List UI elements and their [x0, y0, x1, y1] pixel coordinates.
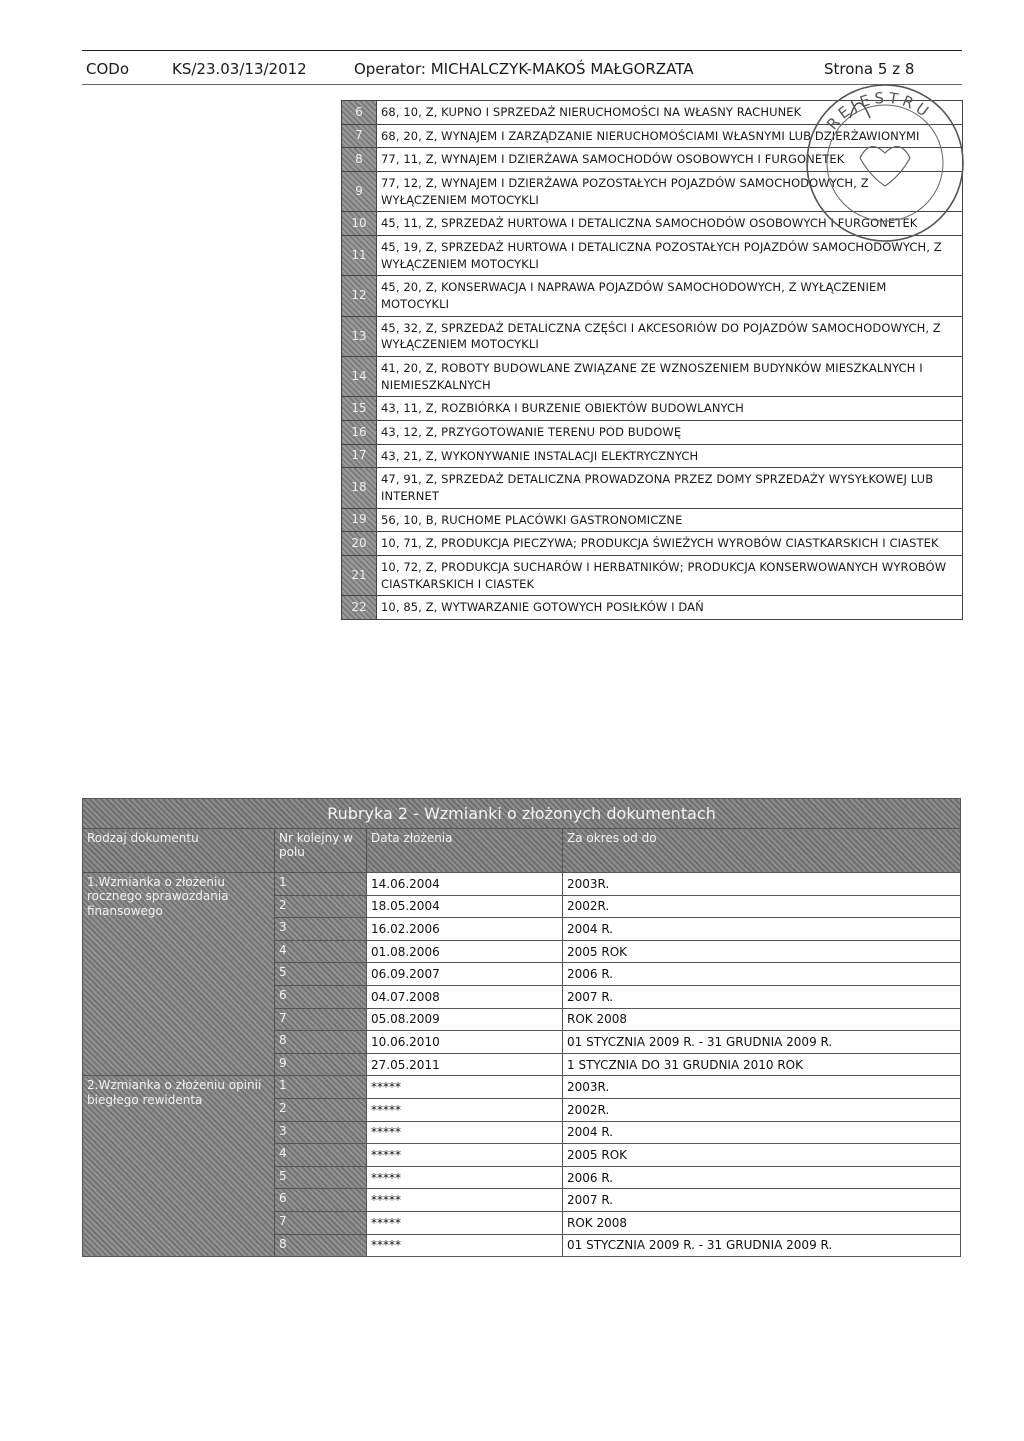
document-number: 7 [275, 1211, 367, 1234]
pkd-row-text: 10, 85, Z, WYTWARZANIE GOTOWYCH POSIŁKÓW I DAŃ [377, 596, 963, 620]
pkd-row-text: 56, 10, B, RUCHOME PLACÓWKI GASTRONOMICZNE [377, 508, 963, 532]
document-number: 6 [275, 985, 367, 1008]
col-header-type: Rodzaj dokumentu [83, 829, 275, 873]
pkd-row-number: 21 [342, 556, 377, 596]
document-period: 2005 ROK [563, 1144, 961, 1167]
document-date: 10.06.2010 [367, 1031, 563, 1054]
document-period: 01 STYCZNIA 2009 R. - 31 GRUDNIA 2009 R. [563, 1234, 961, 1257]
document-number: 4 [275, 1144, 367, 1167]
rubryka-title: Rubryka 2 - Wzmianki o złożonych dokumentach [83, 799, 961, 829]
page-header [86, 60, 962, 86]
pkd-row-text: 45, 20, Z, KONSERWACJA I NAPRAWA POJAZDÓW SAMOCHODOWYCH, Z WYŁĄCZENIEM MOTOCYKLI [377, 276, 963, 316]
pkd-row-text: 77, 11, Z, WYNAJEM I DZIERŻAWA SAMOCHODÓW OSOBOWYCH I FURGONETEK [377, 148, 963, 172]
pkd-row-number: 17 [342, 444, 377, 468]
document-date: 05.08.2009 [367, 1008, 563, 1031]
document-date: 18.05.2004 [367, 895, 563, 918]
document-type: 1.Wzmianka o złożeniu rocznego sprawozdania finansowego [83, 873, 275, 1076]
document-period: 2003R. [563, 1076, 961, 1099]
pkd-row-text: 45, 11, Z, SPRZEDAŻ HURTOWA I DETALICZNA SAMOCHODÓW OSOBOWYCH I FURGONETEK [377, 212, 963, 236]
document-number: 2 [275, 1098, 367, 1121]
pkd-row-number: 14 [342, 357, 377, 397]
document-period: 2006 R. [563, 1166, 961, 1189]
col-header-period: Za okres od do [563, 829, 961, 873]
rubryka-2-table [82, 798, 961, 1257]
pkd-row-text: 45, 32, Z, SPRZEDAŻ DETALICZNA CZĘŚCI I AKCESORIÓW DO POJAZDÓW SAMOCHODOWYCH, Z WYŁĄCZENIEM MOTOCYKLI [377, 316, 963, 356]
pkd-row-text: 41, 20, Z, ROBOTY BUDOWLANE ZWIĄZANE ZE WZNOSZENIEM BUDYNKÓW MIESZKALNYCH I NIEMIESZKALNYCH [377, 357, 963, 397]
pkd-row [342, 172, 963, 212]
document-number: 4 [275, 940, 367, 963]
pkd-row-text: 43, 21, Z, WYKONYWANIE INSTALACJI ELEKTRYCZNYCH [377, 444, 963, 468]
document-date: ***** [367, 1166, 563, 1189]
pkd-row [342, 276, 963, 316]
document-type: 2.Wzmianka o złożeniu opinii biegłego rewidenta [83, 1076, 275, 1257]
pkd-row-text: 10, 72, Z, PRODUKCJA SUCHARÓW I HERBATNIKÓW; PRODUKCJA KONSERWOWANYCH WYROBÓW CIASTKARSKICH I CIASTEK [377, 556, 963, 596]
pkd-row [342, 397, 963, 421]
document-date: ***** [367, 1211, 563, 1234]
top-rule [82, 50, 962, 51]
pkd-row-text: 77, 12, Z, WYNAJEM I DZIERŻAWA POZOSTAŁYCH POJAZDÓW SAMOCHODOWYCH, Z WYŁĄCZENIEM MOTOCYKLI [377, 172, 963, 212]
pkd-row-number: 16 [342, 421, 377, 445]
pkd-row [342, 596, 963, 620]
document-date: ***** [367, 1234, 563, 1257]
col-header-date: Data złożenia [367, 829, 563, 873]
pkd-row-text: 10, 71, Z, PRODUKCJA PIECZYWA; PRODUKCJA ŚWIEŻYCH WYROBÓW CIASTKARSKICH I CIASTEK [377, 532, 963, 556]
document-period: 1 STYCZNIA DO 31 GRUDNIA 2010 ROK [563, 1053, 961, 1076]
pkd-row-number: 9 [342, 172, 377, 212]
document-date: 06.09.2007 [367, 963, 563, 986]
document-number: 9 [275, 1053, 367, 1076]
document-row [83, 1076, 961, 1099]
document-date: ***** [367, 1189, 563, 1212]
pkd-row [342, 212, 963, 236]
pkd-row [342, 421, 963, 445]
document-date: 14.06.2004 [367, 873, 563, 896]
pkd-row [342, 148, 963, 172]
document-number: 5 [275, 1166, 367, 1189]
pkd-row-number: 10 [342, 212, 377, 236]
col-header-number: Nr kolejny w polu [275, 829, 367, 873]
document-date: ***** [367, 1076, 563, 1099]
pkd-row-number: 8 [342, 148, 377, 172]
header-operator: Operator: MICHALCZYK-MAKOŚ MAŁGORZATA [354, 60, 694, 78]
pkd-row-text: 43, 11, Z, ROZBIÓRKA I BURZENIE OBIEKTÓW BUDOWLANYCH [377, 397, 963, 421]
document-number: 2 [275, 895, 367, 918]
document-period: 2004 R. [563, 918, 961, 941]
pkd-row-text: 68, 20, Z, WYNAJEM I ZARZĄDZANIE NIERUCHOMOŚCIAMI WŁASNYMI LUB DZIERŻAWIONYMI [377, 124, 963, 148]
pkd-row-number: 6 [342, 101, 377, 125]
pkd-row-number: 22 [342, 596, 377, 620]
document-period: 2006 R. [563, 963, 961, 986]
document-row [83, 873, 961, 896]
pkd-row [342, 101, 963, 125]
document-period: 2005 ROK [563, 940, 961, 963]
pkd-row [342, 357, 963, 397]
document-date: 01.08.2006 [367, 940, 563, 963]
pkd-row [342, 124, 963, 148]
pkd-row-text: 47, 91, Z, SPRZEDAŻ DETALICZNA PROWADZONA PRZEZ DOMY SPRZEDAŻY WYSYŁKOWEJ LUB INTERNET [377, 468, 963, 508]
pkd-row [342, 532, 963, 556]
document-period: ROK 2008 [563, 1211, 961, 1234]
document-date: 04.07.2008 [367, 985, 563, 1008]
document-period: 2002R. [563, 1098, 961, 1121]
header-page-number: Strona 5 z 8 [824, 60, 915, 78]
pkd-row [342, 468, 963, 508]
header-rule [82, 84, 962, 85]
pkd-row-number: 11 [342, 236, 377, 276]
document-period: ROK 2008 [563, 1008, 961, 1031]
document-date: ***** [367, 1121, 563, 1144]
pkd-row-number: 7 [342, 124, 377, 148]
document-period: 2002R. [563, 895, 961, 918]
document-period: 01 STYCZNIA 2009 R. - 31 GRUDNIA 2009 R. [563, 1031, 961, 1054]
document-period: 2003R. [563, 873, 961, 896]
pkd-row [342, 236, 963, 276]
pkd-row [342, 508, 963, 532]
pkd-row-text: 45, 19, Z, SPRZEDAŻ HURTOWA I DETALICZNA POZOSTAŁYCH POJAZDÓW SAMOCHODOWYCH, Z WYŁĄCZENIEM MOTOCYKLI [377, 236, 963, 276]
document-number: 1 [275, 873, 367, 896]
header-case-number: KS/23.03/13/2012 [172, 60, 307, 78]
document-number: 7 [275, 1008, 367, 1031]
document-period: 2007 R. [563, 985, 961, 1008]
document-date: 16.02.2006 [367, 918, 563, 941]
pkd-row [342, 316, 963, 356]
pkd-row-number: 20 [342, 532, 377, 556]
pkd-row-number: 15 [342, 397, 377, 421]
pkd-row-number: 12 [342, 276, 377, 316]
document-period: 2007 R. [563, 1189, 961, 1212]
pkd-row-text: 43, 12, Z, PRZYGOTOWANIE TERENU POD BUDOWĘ [377, 421, 963, 445]
pkd-row-number: 13 [342, 316, 377, 356]
document-number: 8 [275, 1031, 367, 1054]
pkd-row [342, 556, 963, 596]
document-date: ***** [367, 1098, 563, 1121]
header-codo: CODo [86, 60, 130, 78]
document-number: 8 [275, 1234, 367, 1257]
pkd-row [342, 444, 963, 468]
document-date: 27.05.2011 [367, 1053, 563, 1076]
document-number: 6 [275, 1189, 367, 1212]
document-number: 3 [275, 918, 367, 941]
document-date: ***** [367, 1144, 563, 1167]
pkd-row-number: 18 [342, 468, 377, 508]
pkd-table [341, 100, 963, 620]
document-number: 1 [275, 1076, 367, 1099]
document-period: 2004 R. [563, 1121, 961, 1144]
pkd-row-number: 19 [342, 508, 377, 532]
pkd-row-text: 68, 10, Z, KUPNO I SPRZEDAŻ NIERUCHOMOŚCI NA WŁASNY RACHUNEK [377, 101, 963, 125]
document-number: 3 [275, 1121, 367, 1144]
stamp-text: REJESTRU [823, 88, 936, 134]
document-number: 5 [275, 963, 367, 986]
